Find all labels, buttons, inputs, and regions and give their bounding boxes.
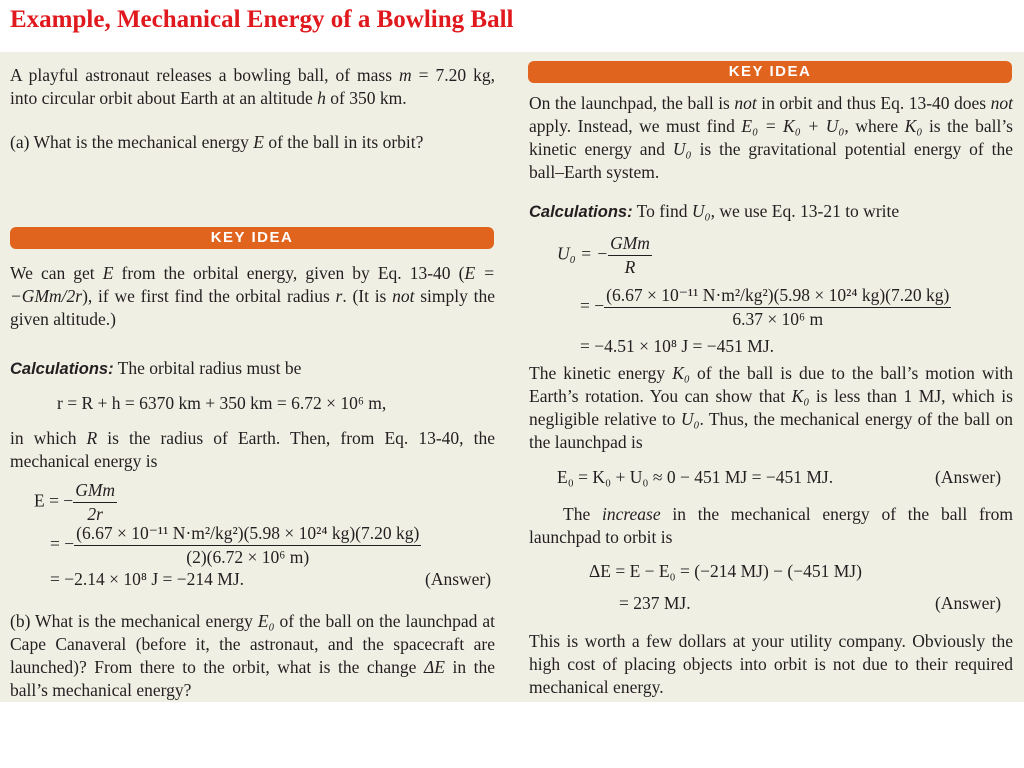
key-idea-banner-left: KEY IDEA [10,227,494,249]
potential-equation-numeric: = − $\frac{\text{(6.67 × 10⁻¹¹ N·m²/kg²)(5.98 × 10²⁴ kg)(7.20 kg)}}{\text{6.37 × 10⁶ m}}$ [580,285,950,329]
right-calculations: Calculations: To find U₀, we use Eq. 13-21 to write [529,201,900,221]
calculations-label: Calculations: [10,360,114,378]
increase-paragraph: The increase in the mechanical energy of the ball from launchpad to orbit is [529,504,1013,547]
potential-equation-symbolic: U₀ = − $\frac{\text{GMm}}{R}$ [557,233,650,277]
answer-label-b1: (Answer) [935,467,1002,487]
answer-label-a: (Answer) [425,569,492,589]
potential-result: = −4.51 × 10⁸ J = −451 MJ. [580,336,775,356]
page-title: Example, Mechanical Energy of a Bowling Ball [10,6,514,33]
delta-energy-equation: ΔE = E − E₀ = (−214 MJ) − (−451 MJ) [589,561,862,581]
left-column [10,64,495,154]
kinetic-energy-paragraph: The kinetic energy K₀ of the ball is due to the ball’s motion with Earth’s rotation. You can show that K₀ is less than 1 MJ, which is negligible relative to U₀. Thus, the mechanical energy of the ball on the launchpad is [529,363,1014,452]
left-calculations: Calculations: The orbital radius must be [10,358,302,378]
question-a: (a) What is the mechanical energy E of the ball in its orbit? [10,132,424,152]
launchpad-energy-equation: E₀ = K₀ + U₀ ≈ 0 − 451 MJ = −451 MJ. [557,467,834,487]
left-key-idea-text: We can get E from the orbital energy, given by Eq. 13-40 (E = −GMm/2r), if we first find the orbital radius r. (It is not simply the given altitude.) [10,263,495,329]
question-b: (b) What is the mechanical energy E₀ of the ball on the launchpad at Cape Canaveral (before it, the astronaut, and the spacecraft are launched)? From there to the orbit, what is the change ΔE in the ball’s mechanical energy? [10,611,495,700]
closing-paragraph: This is worth a few dollars at your utility company. Obviously the high cost of placing objects into orbit is not due to their required mechanical energy. [529,631,1013,697]
energy-equation-symbolic: E = − $\frac{\text{GMm}}{2r}$ [34,480,116,524]
answer-label-b2: (Answer) [935,593,1002,613]
left-after-radius: in which R is the radius of Earth. Then, from Eq. 13-40, the mechanical energy is [10,428,495,471]
energy-equation-numeric: = − $\frac{\text{(6.67 × 10⁻¹¹ N·m²/kg²)(5.98 × 10²⁴ kg)(7.20 kg)}}{\text{(2)(6.72 × 10⁶ m)}}$ [50,523,420,567]
right-key-idea-text: On the launchpad, the ball is not in orbit and thus Eq. 13-40 does not apply. Instead, we must find E₀ = K₀ + U₀, where K₀ is the ball’s kinetic energy and U₀ is the gravitational potential energy of the ball–Earth system. [529,93,1013,182]
calculations-label: Calculations: [529,203,633,221]
delta-energy-result: = 237 MJ. [619,593,691,613]
key-idea-banner-right: KEY IDEA [528,61,1012,83]
energy-result: = −2.14 × 10⁸ J = −214 MJ. [50,569,245,589]
problem-intro: A playful astronaut releases a bowling ball, of mass m = 7.20 kg, into circular orbit about Earth at an altitude h of 350 km. [10,65,495,108]
radius-equation: r = R + h = 6370 km + 350 km = 6.72 × 10⁶ m, [57,393,387,413]
